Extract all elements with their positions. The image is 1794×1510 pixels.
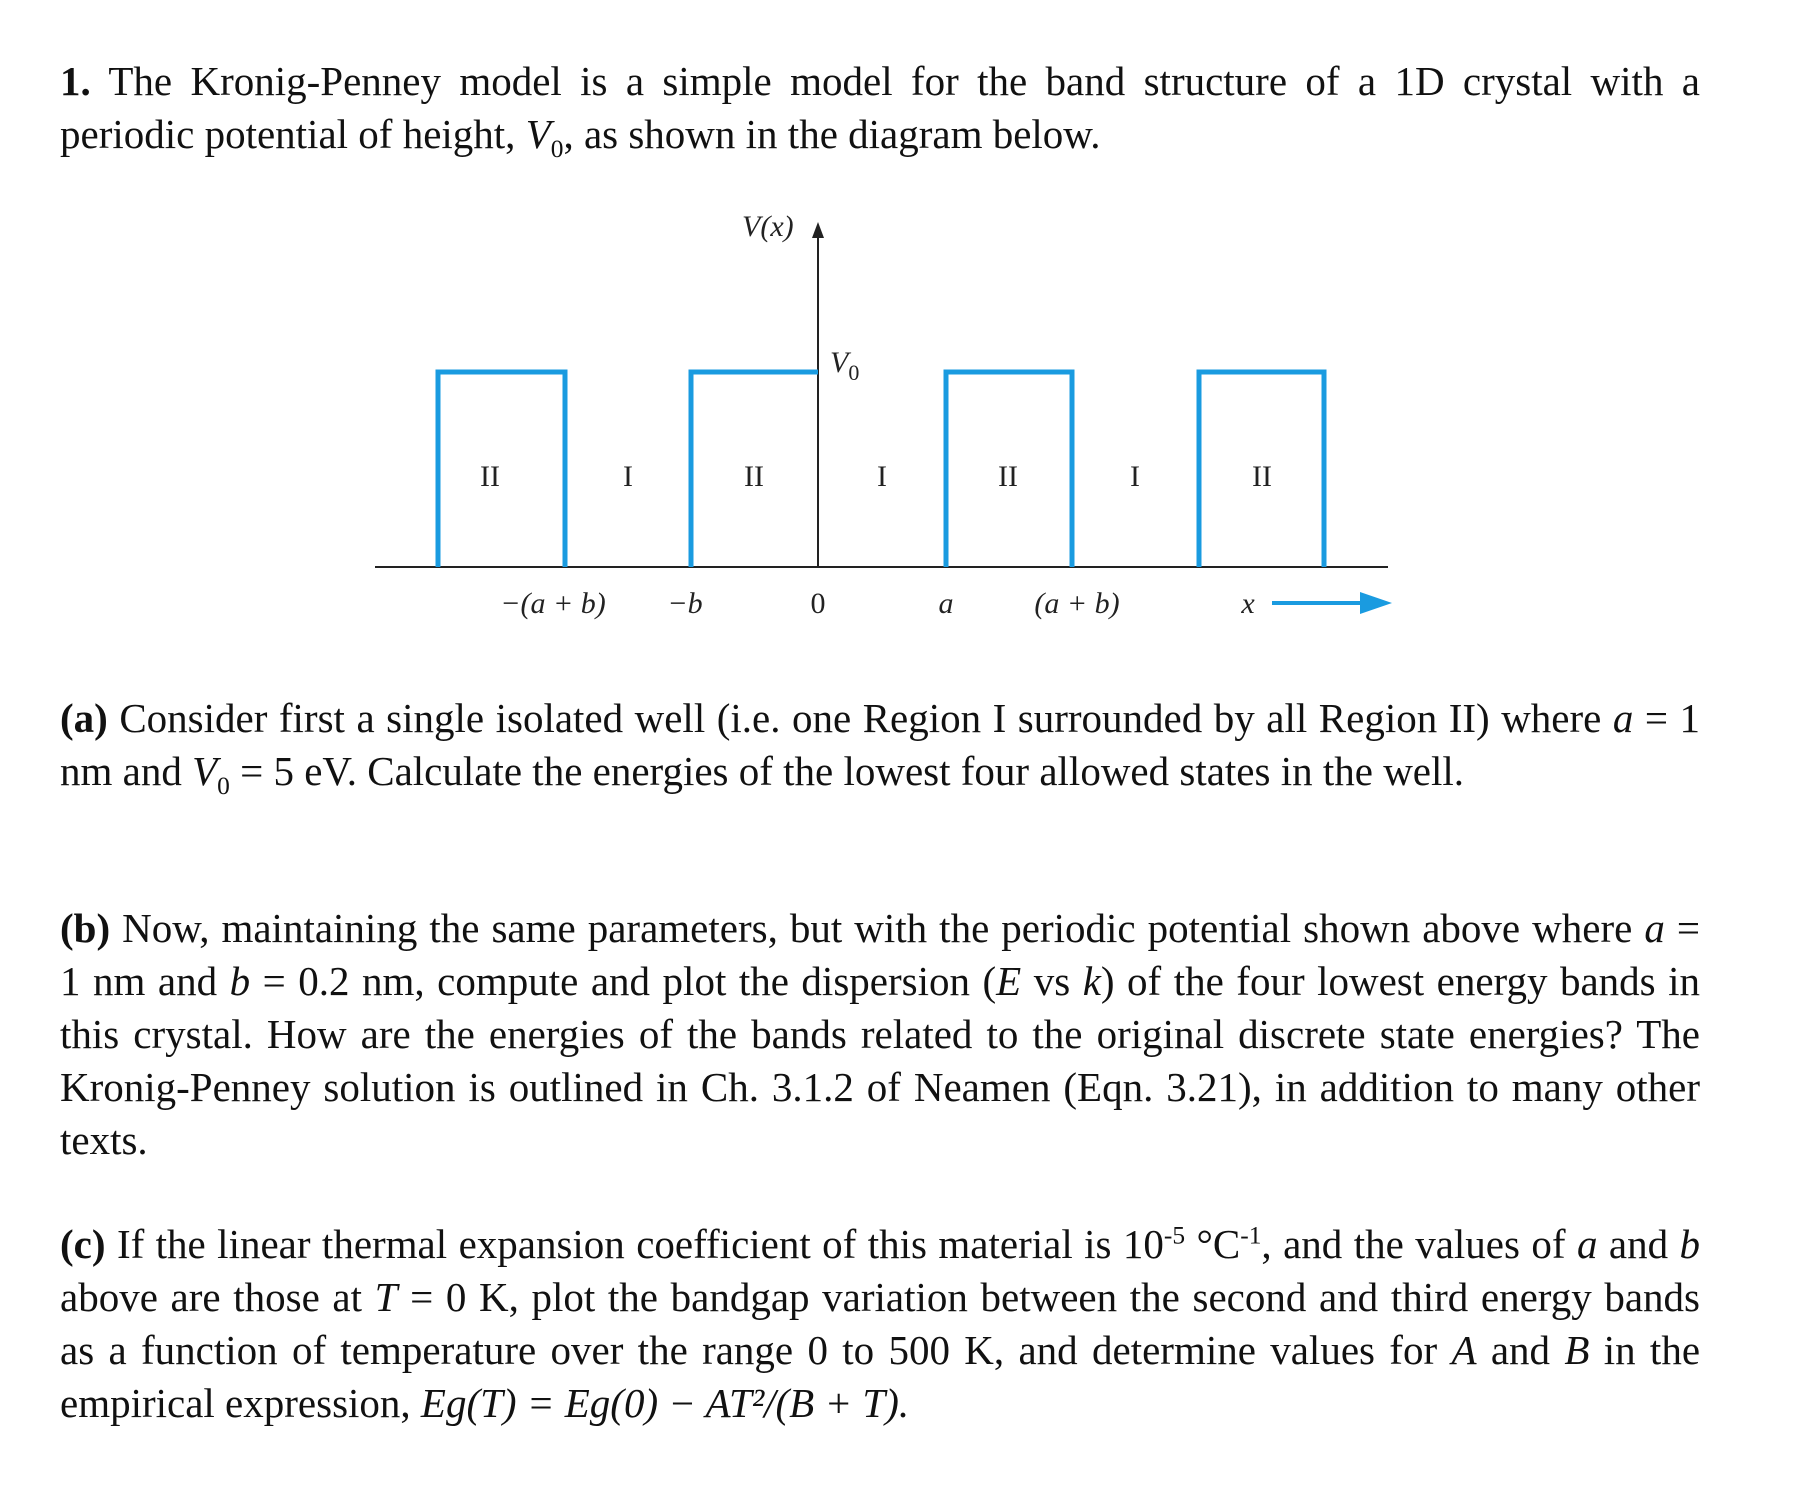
y-axis-arrowhead xyxy=(812,222,824,238)
part-c: (c) If the linear thermal expansion coefficient of this material is $10^{-5}$ $^\circ C^{-1}$, and the values of a and b above are those at T = 0 K, plot the bandgap variation between the second and third energy bands as a function of temperature over the range 0 to 500 K, and determine values for A and B in the empirical expression, Eg(T) = Eg(0) − AT²/(B + T). xyxy=(60,1221,1701,1426)
part-c-tag: (c) xyxy=(60,1221,106,1267)
barrier-height-label: $V_0$ xyxy=(830,346,860,385)
x-tick-label: 0 xyxy=(810,587,826,620)
x-tick-label: a xyxy=(938,587,954,620)
x-tick-label: (a + b) xyxy=(1034,587,1120,620)
region-label: II xyxy=(998,460,1018,493)
barrier-1 xyxy=(438,372,565,567)
x-tick-label: −(a + b) xyxy=(500,587,606,620)
problem-number: 1. xyxy=(60,58,91,104)
part-b-tag: (b) xyxy=(60,905,111,951)
x-direction-arrowhead xyxy=(1360,592,1392,614)
empirical-formula: Eg(T) = Eg(0) − AT²/(B + T). xyxy=(420,1380,910,1426)
region-label: II xyxy=(480,460,500,493)
part-a-tag: (a) xyxy=(60,695,108,741)
region-label: I xyxy=(877,460,887,493)
x-axis-label: x xyxy=(1241,587,1255,620)
region-label: II xyxy=(1252,460,1272,493)
part-a: (a) Consider first a single isolated well (i.e. one Region I surrounded by all Region II) where a = 1 nm and $V_0 = 5$ eV. Calculate the energies of the lowest four allowed states in the well. xyxy=(60,695,1701,801)
part-b: (b) Now, maintaining the same parameters, but with the periodic potential shown above where a = 1 nm and b = 0.2 nm, compute and plot the dispersion (E vs k) of the four lowest energy bands in this crystal. How are the energies of the bands related to the original discrete state energies? The Kronig-Penney solution is outlined in Ch. 3.1.2 of Neamen (Eqn. 3.21), in addition to many other texts. xyxy=(60,905,1701,1163)
region-label: II xyxy=(744,460,764,493)
problem-intro: 1. The Kronig-Penney model is a simple model for the band structure of a 1D crystal with a periodic potential of height, $V_0$, as shown in the diagram below. xyxy=(60,58,1700,164)
region-label: I xyxy=(623,460,633,493)
region-label: I xyxy=(1130,460,1140,493)
x-tick-label: −b xyxy=(667,587,703,620)
y-axis-label: V(x) xyxy=(742,210,794,243)
